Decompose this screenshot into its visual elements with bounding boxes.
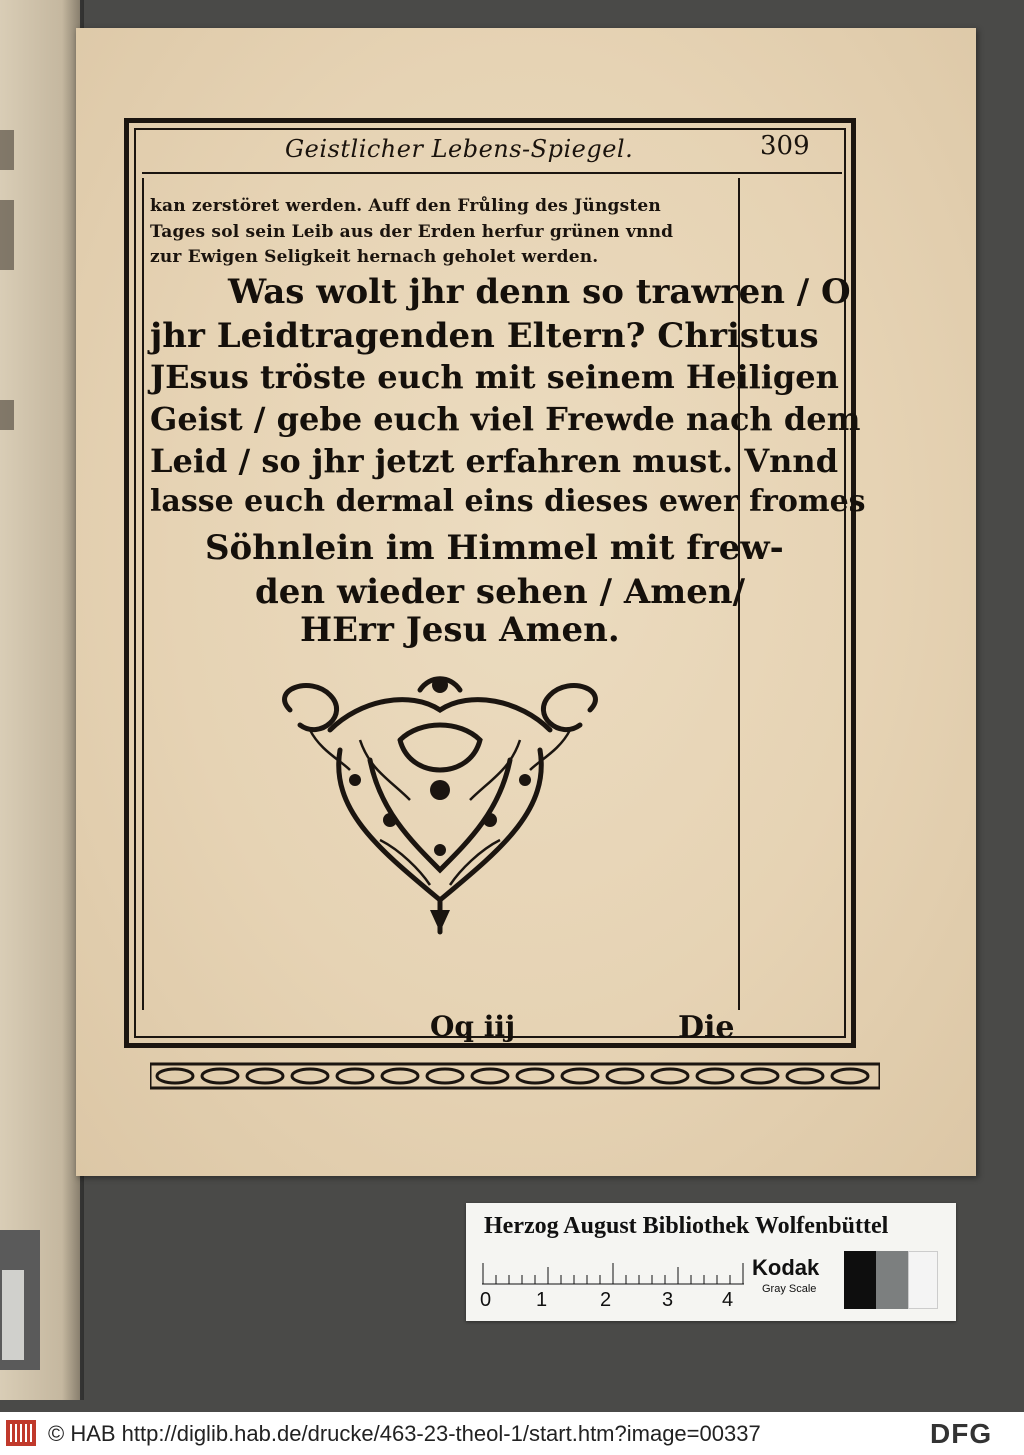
white-patch bbox=[908, 1251, 938, 1309]
header-rule bbox=[142, 172, 842, 174]
ruler-number: 2 bbox=[600, 1289, 612, 1311]
ruler-number: 3 bbox=[662, 1289, 674, 1311]
hab-logo-icon bbox=[6, 1420, 36, 1446]
ruler-number: 4 bbox=[722, 1289, 734, 1311]
source-url-link[interactable]: © HAB http://diglib.hab.de/drucke/463-23-theol-1/start.htm?image=00337 bbox=[48, 1421, 761, 1446]
signature-mark: Oq iij bbox=[430, 1010, 516, 1043]
gray-patch bbox=[876, 1251, 908, 1309]
color-reference-card bbox=[466, 1203, 956, 1321]
ruler-number: 0 bbox=[480, 1289, 492, 1311]
footer-bar bbox=[0, 1412, 1024, 1455]
text-line: HErr Jesu Amen. bbox=[300, 610, 620, 650]
book-clamp-label bbox=[2, 1270, 24, 1360]
dfg-logo: DFG bbox=[930, 1418, 993, 1449]
previous-page-text-fragment bbox=[0, 200, 14, 270]
running-head: Geistlicher Lebens-Spiegel. bbox=[285, 135, 634, 163]
ruler-scale bbox=[482, 1259, 744, 1285]
previous-page-text-fragment bbox=[0, 400, 14, 430]
catchword: Die bbox=[678, 1010, 735, 1045]
previous-page-text-fragment bbox=[0, 130, 14, 170]
gray-scale-label: Gray Scale bbox=[762, 1283, 817, 1295]
text-line: Geist / gebe euch viel Frewde nach dem bbox=[150, 400, 861, 438]
text-line: JEsus tröste euch mit seinem Heiligen bbox=[150, 358, 839, 396]
text-line: Tages sol sein Leib aus der Erden herfur grünen vnnd bbox=[150, 222, 674, 242]
text-line: lasse euch dermal eins dieses ewer fromes bbox=[150, 484, 866, 519]
text-line: zur Ewigen Seligkeit hernach geholet werden. bbox=[150, 247, 599, 267]
text-line: Leid / so jhr jetzt erfahren must. Vnnd bbox=[150, 442, 839, 480]
text-line: Söhnlein im Himmel mit frew- bbox=[205, 528, 784, 568]
black-patch bbox=[844, 1251, 876, 1309]
kodak-label: Kodak bbox=[752, 1255, 820, 1280]
ruler-number: 1 bbox=[536, 1289, 548, 1311]
ornament-vignette bbox=[270, 670, 610, 940]
page-number: 309 bbox=[760, 131, 810, 161]
text-line: den wieder sehen / Amen/ bbox=[255, 572, 745, 612]
decorative-border-band bbox=[150, 1062, 880, 1090]
text-line: Was wolt jhr denn so trawren / O bbox=[228, 272, 851, 312]
text-line: kan zerstöret werden. Auff den Frůling des Jüngsten bbox=[150, 196, 661, 216]
text-line: jhr Leidtragenden Eltern? Christus bbox=[150, 316, 819, 356]
library-name: Herzog August Bibliothek Wolfenbüttel bbox=[484, 1213, 889, 1239]
